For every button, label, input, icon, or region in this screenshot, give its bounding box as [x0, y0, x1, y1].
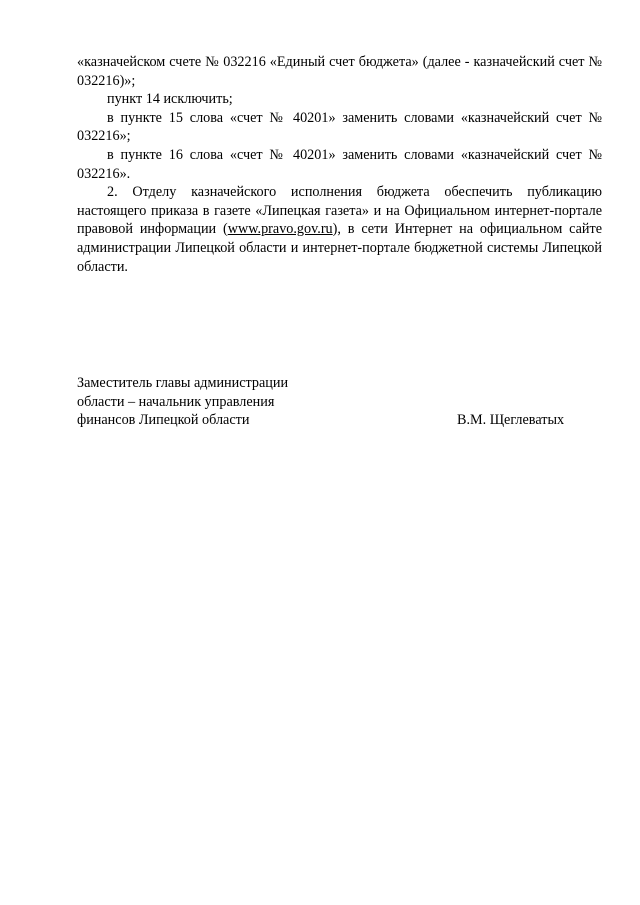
paragraph-continuation: «казначейском счете № 032216 «Единый счет бюджета» (далее - казначейский счет № 032216)»; — [77, 54, 602, 89]
publication-text-end: ), в сети Интернет на официальном сайте администрации Липецкой области и интернет-портале бюджетной системы Липецкой области. — [77, 221, 603, 275]
signatory-name: В.М. Щеглеватых — [457, 412, 565, 428]
signatory-position-line3: финансов Липецкой области — [77, 412, 250, 429]
document-body — [77, 53, 602, 276]
paragraph-item-16: в пункте 16 слова «счет № 40201» заменить словами «казначейский счет № 032216». — [77, 146, 602, 182]
paragraph-item-14: пункт 14 исключить; — [107, 91, 233, 108]
publication-text-start: 2. Отделу казначейского исполнения бюджета обеспечить публикацию настоящего приказа в газете «Липецкая газета» и на Официальном интернет-портале правовой информации ( — [77, 184, 602, 238]
pravo-gov-link[interactable]: www.pravo.gov.ru — [227, 221, 333, 238]
signature-block — [77, 374, 577, 430]
paragraph-item-15: в пункте 15 слова «счет № 40201» заменить словами «казначейский счет № 032216»; — [77, 109, 602, 145]
signatory-position-line2: области – начальник управления — [77, 393, 275, 410]
paragraph-publication-order — [77, 183, 602, 276]
signatory-position-line1: Заместитель главы администрации — [77, 375, 289, 391]
